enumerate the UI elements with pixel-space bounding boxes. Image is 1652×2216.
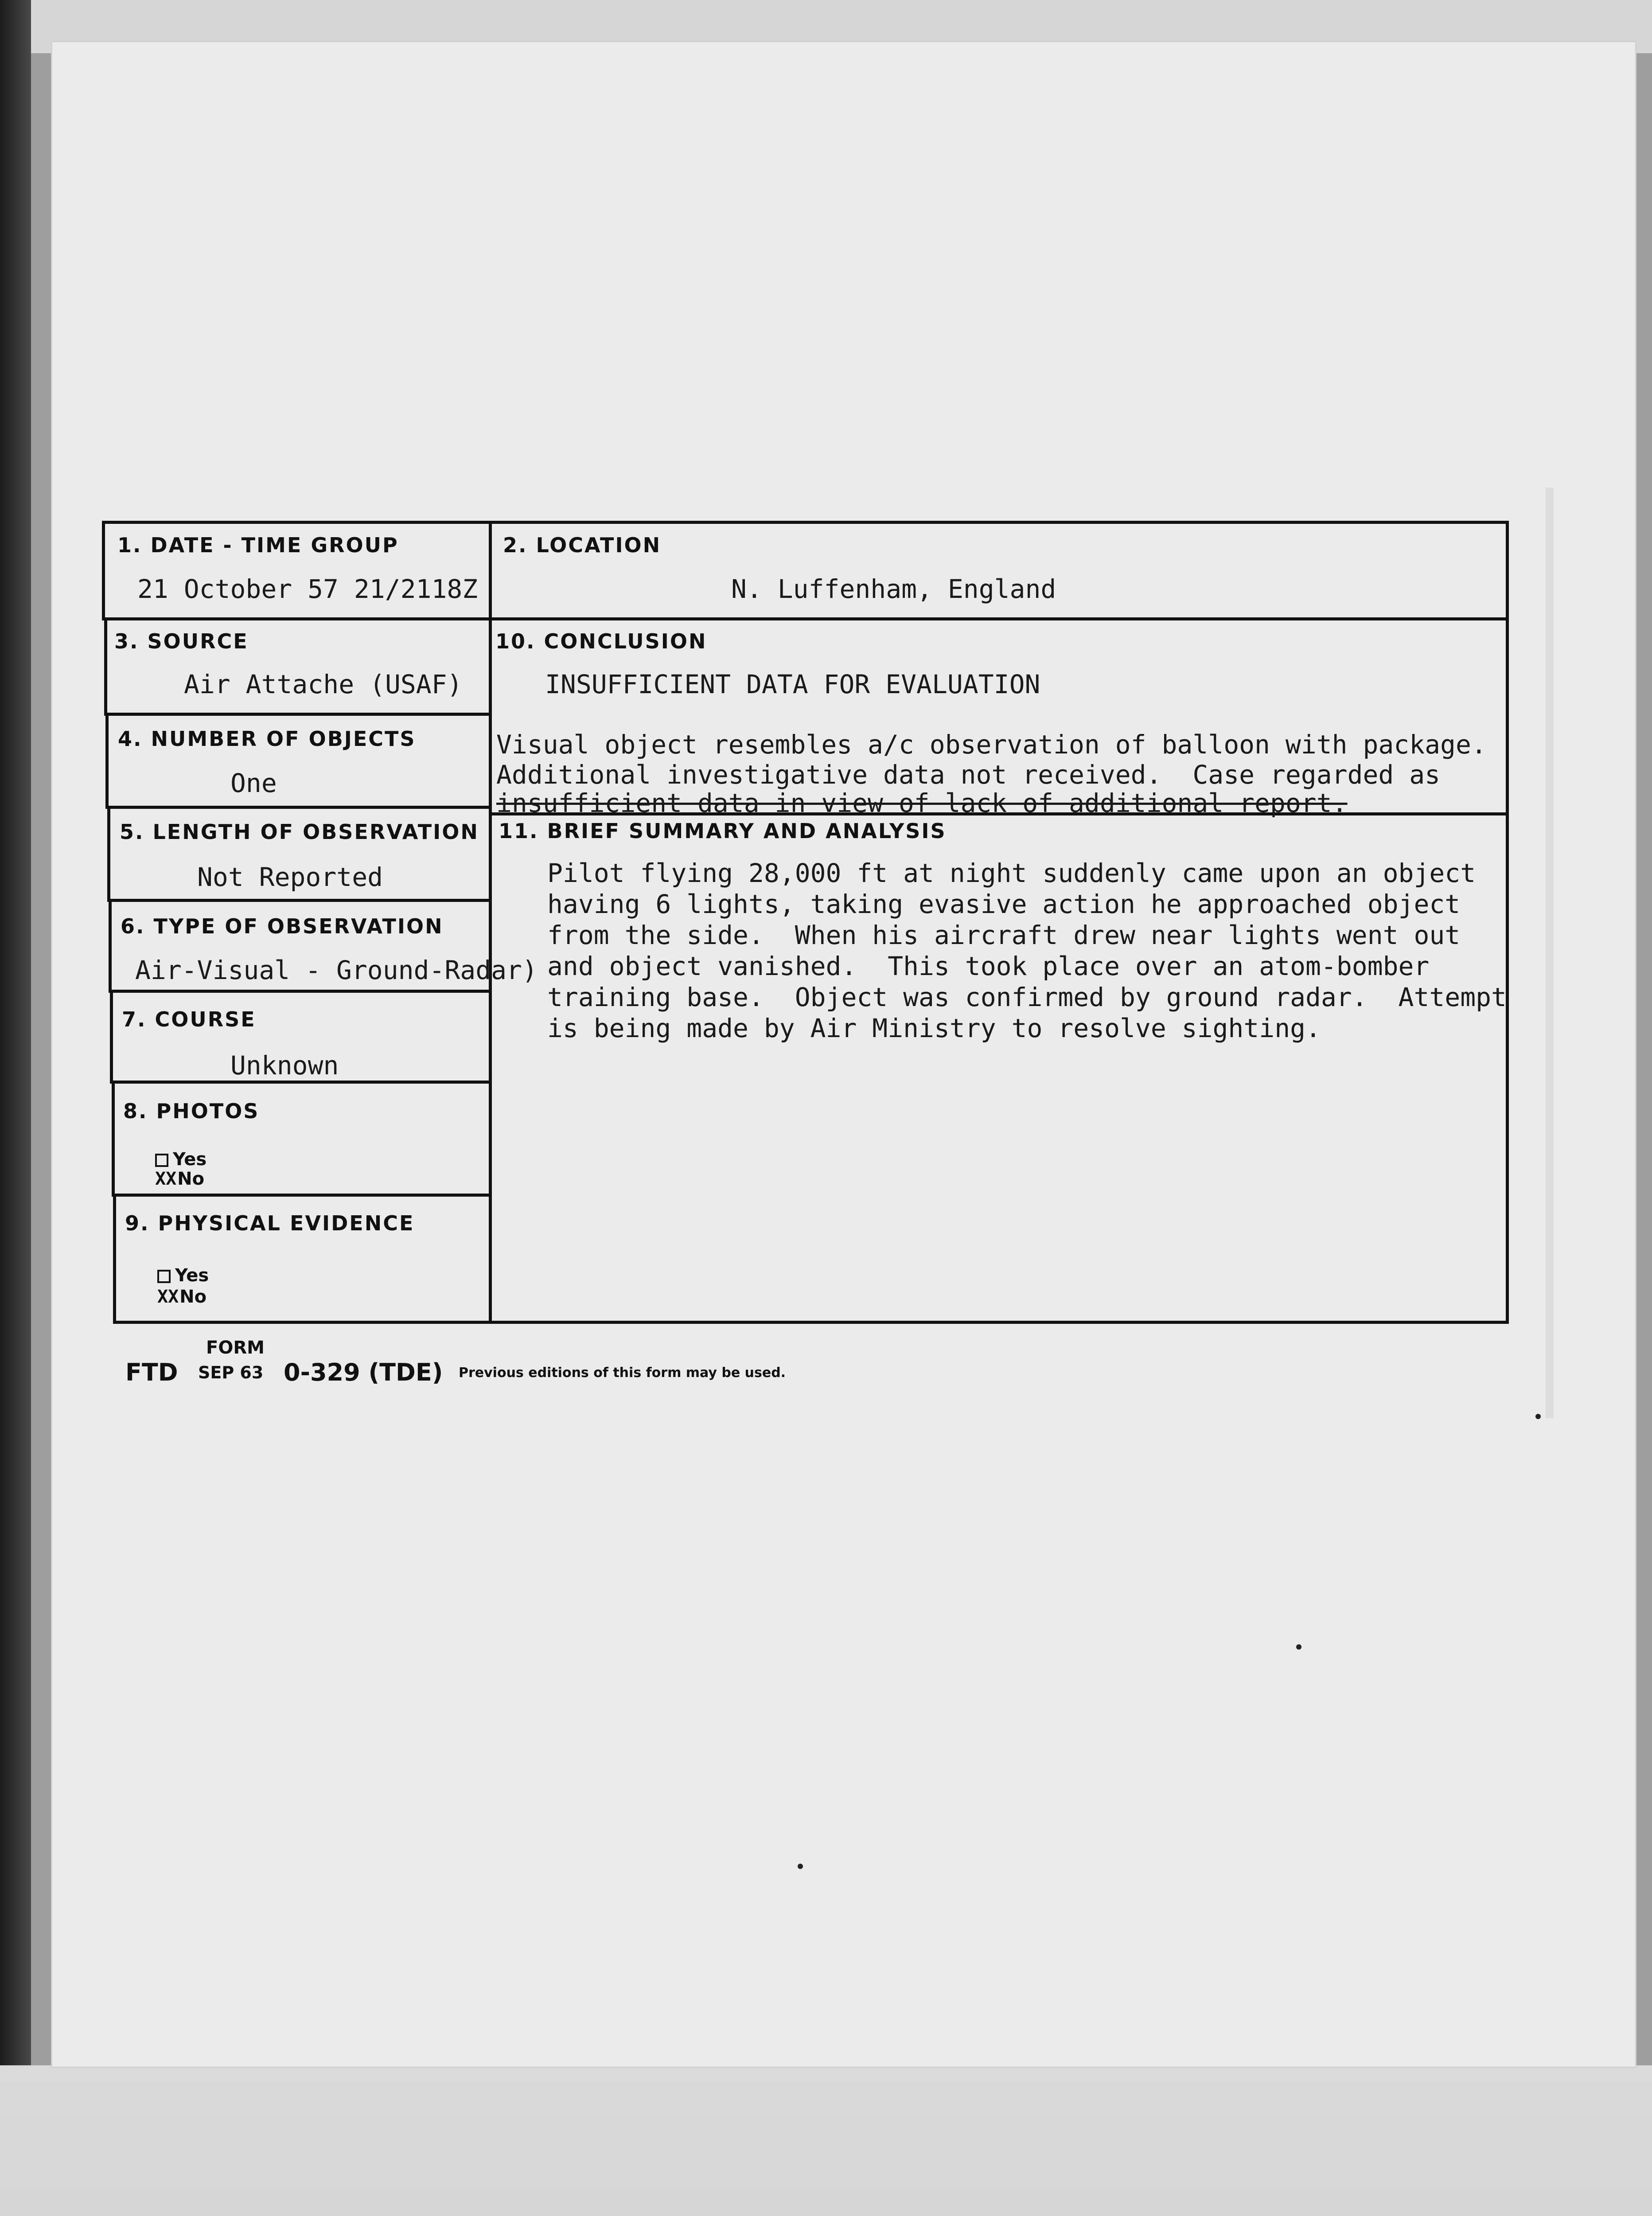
conclusion-value: INSUFFICIENT DATA FOR EVALUATION xyxy=(545,669,1040,699)
summary-label: 11. BRIEF SUMMARY AND ANALYSIS xyxy=(499,819,947,843)
location-value: N. Luffenham, England xyxy=(731,574,1056,604)
scan-speck xyxy=(798,1864,803,1869)
summary-line3: from the side. When his aircraft drew near lights went out xyxy=(547,920,1461,950)
photos-label: 8. PHOTOS xyxy=(123,1099,260,1123)
report-form xyxy=(102,521,1509,1324)
photos-no-option: XXNo xyxy=(155,1169,205,1189)
checkbox-icon xyxy=(155,1154,168,1167)
number-objects-value: One xyxy=(230,768,277,798)
form-note: Previous editions of this form may be used. xyxy=(459,1365,786,1381)
form-date: SEP 63 xyxy=(198,1363,264,1382)
summary-line4: and object vanished. This took place over an atom-bomber xyxy=(547,951,1430,981)
type-value: Air-Visual - Ground-Radar) xyxy=(135,955,538,985)
form-number: 0-329 (TDE) xyxy=(284,1358,443,1386)
date-time-value: 21 October 57 21/2118Z xyxy=(137,574,478,604)
number-objects-label: 4. NUMBER OF OBJECTS xyxy=(118,727,416,751)
form-ftd: FTD xyxy=(125,1358,178,1386)
summary-line2: having 6 lights, taking evasive action he approached object xyxy=(547,889,1461,919)
source-value: Air Attache (USAF) xyxy=(184,669,463,699)
scan-speck xyxy=(1296,1644,1301,1650)
summary-line6: is being made by Air Ministry to resolve sighting. xyxy=(547,1013,1321,1043)
course-value: Unknown xyxy=(230,1050,339,1081)
evidence-yes-option: Yes xyxy=(157,1265,209,1286)
photos-yes-option: Yes xyxy=(155,1149,206,1170)
length-value: Not Reported xyxy=(197,862,383,892)
location-label: 2. LOCATION xyxy=(503,533,662,557)
conclusion-note-line1: Visual object resembles a/c observation of balloon with package. xyxy=(496,730,1487,760)
form-word: FORM xyxy=(206,1338,265,1358)
date-time-label: 1. DATE - TIME GROUP xyxy=(117,533,399,557)
conclusion-note-line3: insufficient data in view of lack of additional report. xyxy=(496,788,1348,818)
scan-speck xyxy=(1535,1414,1541,1419)
source-label: 3. SOURCE xyxy=(114,629,249,653)
typed-x-mark: XX xyxy=(157,1287,179,1307)
checkbox-icon xyxy=(157,1270,171,1283)
physical-evidence-label: 9. PHYSICAL EVIDENCE xyxy=(125,1211,415,1235)
length-label: 5. LENGTH OF OBSERVATION xyxy=(120,820,479,844)
conclusion-note-line2: Additional investigative data not received. Case regarded as xyxy=(496,760,1441,790)
typed-x-mark: XX xyxy=(155,1169,177,1189)
summary-line5: training base. Object was confirmed by ground radar. Attempt xyxy=(547,982,1507,1012)
conclusion-label: 10. CONCLUSION xyxy=(495,629,707,653)
course-label: 7. COURSE xyxy=(122,1007,256,1031)
scan-bottom-area xyxy=(0,2065,1652,2216)
summary-line1: Pilot flying 28,000 ft at night suddenly came upon an object xyxy=(547,858,1476,888)
paper-edge xyxy=(1546,488,1554,1418)
type-label: 6. TYPE OF OBSERVATION xyxy=(121,914,444,938)
evidence-no-option: XXNo xyxy=(157,1287,207,1307)
scan-left-border xyxy=(0,0,31,2065)
